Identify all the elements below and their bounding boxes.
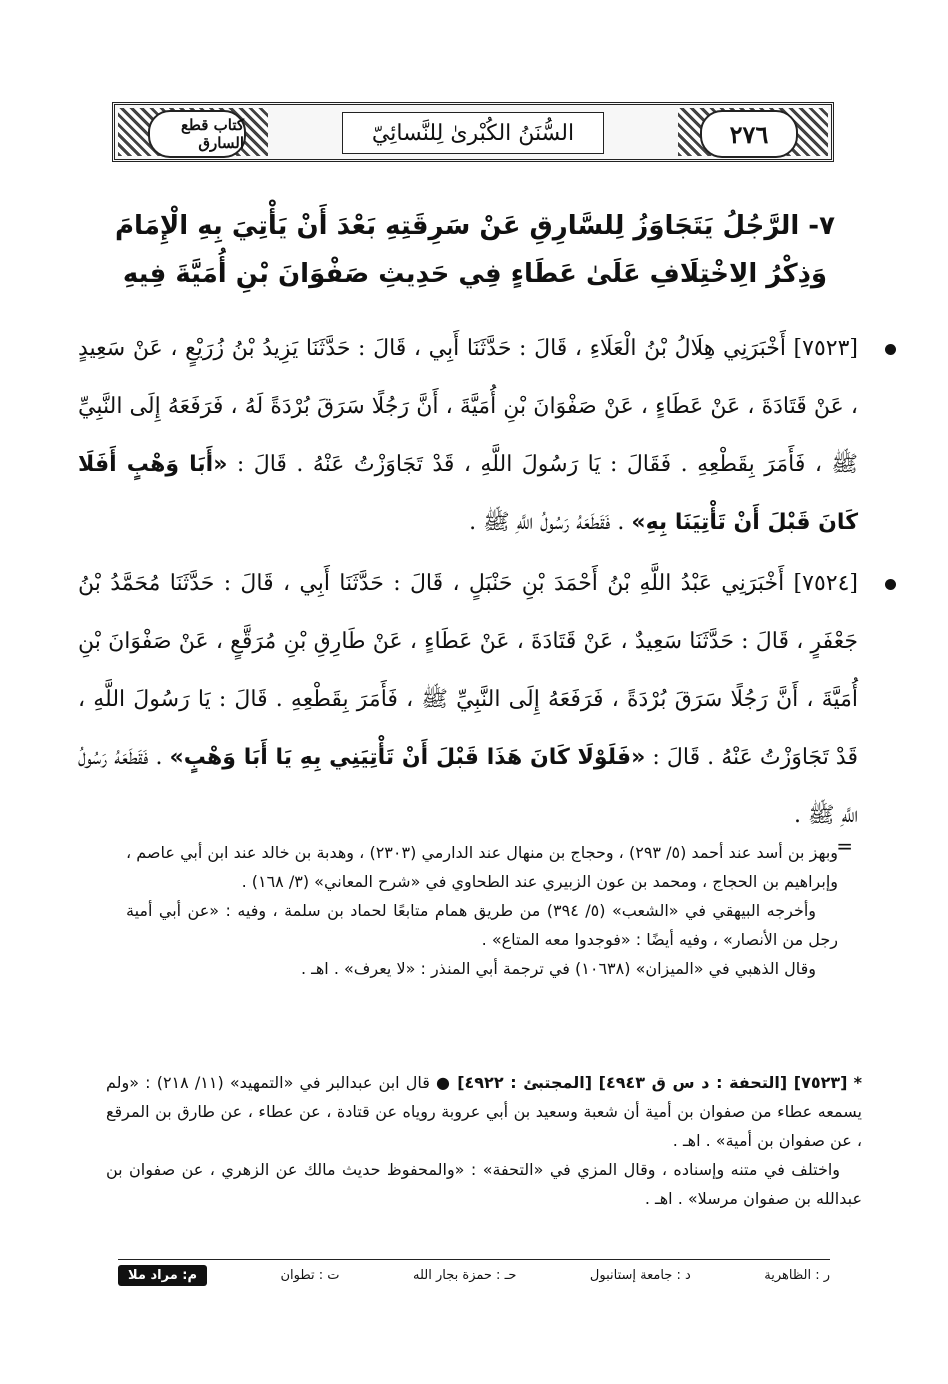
bullet-icon xyxy=(885,344,896,355)
footnote-paragraph: واختلف في متنه وإسناده ، وقال المزي في «التحفة» : «والمحفوظ حديث مالك عن الزهري ، عن صفوان بن عبدالله بن صفوان مرسلا» . اهـ . xyxy=(106,1160,862,1208)
hadith-7524-quote: «فَلَوْلَا كَانَ هَذَا قَبْلَ أَنْ تَأْتِيَنِي بِهِ يَا أَبَا وَهْبٍ» xyxy=(169,745,646,770)
footnote-reference: [٧٥٢٣] [التحفة : د س ق ٤٩٤٣] [المجتبئ : ٤٩٢٢] xyxy=(457,1073,848,1092)
legend-item-m: م: مراد ملا xyxy=(118,1265,207,1286)
hadith-7523 xyxy=(78,320,858,552)
hadith-7524-text: [٧٥٢٤] أَخْبَرَنِي عَبْدُ اللَّهِ بْنُ أَحْمَدَ بْنِ حَنْبَلٍ ، قَالَ : حَدَّثَنَا أَبِي ، قَالَ : حَدَّثَنَا مُحَمَّدُ بْنُ جَعْفَرٍ ، قَالَ : حَدَّثَنَا سَعِيدٌ ، عَنْ قَتَادَةَ ، عَنْ عَطَاءٍ ، عَنْ طَارِقِ بْنِ مُرَقَّعٍ ، عَنْ صَفْوَانَ بْنِ أُمَيَّةَ ، أَنَّ رَجُلًا سَرَقَ بُرْدَةً ، فَرَفَعَهُ إِلَى النَّبِيِّ ﷺ ، فَأَمَرَ بِقَطْعِهِ . قَالَ : يَا رَسُولَ اللَّهِ ، قَدْ تَجَاوَزْتُ عَنْهُ . قَالَ : xyxy=(78,571,859,770)
legend-item-h: حـ : حمزة بجار الله xyxy=(413,1267,517,1283)
legend-item-r: ر : الظاهرية xyxy=(764,1267,830,1283)
footnotes-7523 xyxy=(106,1068,862,1213)
continuation-marker: = xyxy=(836,834,853,858)
footer-divider xyxy=(118,1259,830,1260)
footnote-paragraph: وبهز بن أسد عند أحمد (٥/ ٢٩٣) ، وحجاج بن منهال عند الدارمي (٢٣٠٣) ، وهدبة بن خالد عند ابن أبي عاصم ، وإبراهيم بن الحجاج ، ومحمد بن عون الزبيري عند الطحاوي في «شرح المعاني» (٣/ ١٦٨) . xyxy=(126,843,838,891)
footnotes-continued xyxy=(126,838,838,983)
legend-item-t: ت : تطوان xyxy=(280,1267,340,1283)
hadith-7523-text: [٧٥٢٣] أَخْبَرَنِي هِلَالُ بْنُ الْعَلَاءِ ، قَالَ : حَدَّثَنَا أَبِي ، قَالَ : حَدَّثَنَا يَزِيدُ بْنُ زُرَيْعٍ ، عَنْ سَعِيدٍ ، عَنْ قَتَادَةَ ، عَنْ عَطَاءٍ ، عَنْ صَفْوَانَ بْنِ أُمَيَّةَ ، أَنَّ رَجُلًا سَرَقَ بُرْدَةً لَهُ ، فَرَفَعَهُ إِلَى النَّبِيِّ ﷺ ، فَأَمَرَ بِقَطْعِهِ . فَقَالَ : يَا رَسُولَ اللَّهِ ، قَدْ تَجَاوَزْتُ عَنْهُ . قَالَ : xyxy=(78,336,858,477)
manuscript-legend xyxy=(118,1262,830,1288)
footnote-paragraph: وأخرجه البيهقي في «الشعب» (٥/ ٣٩٤) من طريق همام متابعًا لحماد بن سلمة ، وفيه : «عن أبي أمية رجل من الأنصار» ، وفيه أيضًا : «فوجدوا معه المتاع» . xyxy=(126,901,838,949)
asterisk-icon: * xyxy=(853,1073,862,1092)
hadith-7523-quote: «أَبَا وَهْبٍ أَفَلَا كَانَ قَبْلَ أَنْ تَأْتِيَنَا بِهِ» xyxy=(78,452,858,535)
hadith-7524-tail: . فَقَطَعَهُ رَسُولُ اللَّهِ ﷺ . xyxy=(78,745,858,828)
hadith-7523-tail: . فَقَطَعَهُ رَسُولُ اللَّهِ ﷺ . xyxy=(469,510,625,535)
legend-item-d: د : جامعة إستانبول xyxy=(589,1267,691,1283)
hadith-7524 xyxy=(78,555,858,845)
page-number: ٢٧٦ xyxy=(700,110,798,158)
footnote-paragraph xyxy=(106,1068,862,1155)
bullet-icon xyxy=(885,579,896,590)
book-title: السُّنَنُ الكُبْرىٰ لِلنَّسائِيّ xyxy=(342,112,604,154)
footnote-text: ● قال ابن عبدالبر في «التمهيد» (١١/ ٢١٨) : «ولم يسمعه عطاء من صفوان بن أمية أن شعبة وسعيد بن أبي عروبة روياه عن قتادة ، عن عطاء ، عن طارق بن المرقع ، عن صفوان بن أمية» . اهـ . xyxy=(106,1073,862,1150)
chapter-heading-line-1: ٧- الرَّجُلُ يَتَجَاوَزُ لِلسَّارِقِ عَنْ سَرِقَتِهِ بَعْدَ أَنْ يَأْتِيَ بِهِ الْإِمَامَ xyxy=(115,211,835,241)
series-seal: كتاب قطع السارق xyxy=(148,110,246,158)
chapter-heading-line-2: وَذِكْرُ الِاخْتِلَافِ عَلَىٰ عَطَاءٍ فِي حَدِيثِ صَفْوَانَ بْنِ أُمَيَّةَ فِيهِ xyxy=(122,259,828,289)
page-header xyxy=(112,102,834,162)
footnote-paragraph: وقال الذهبي في «الميزان» (١٠٦٣٨) في ترجمة أبي المنذر : «لا يعرف» . اهـ . xyxy=(301,959,816,978)
